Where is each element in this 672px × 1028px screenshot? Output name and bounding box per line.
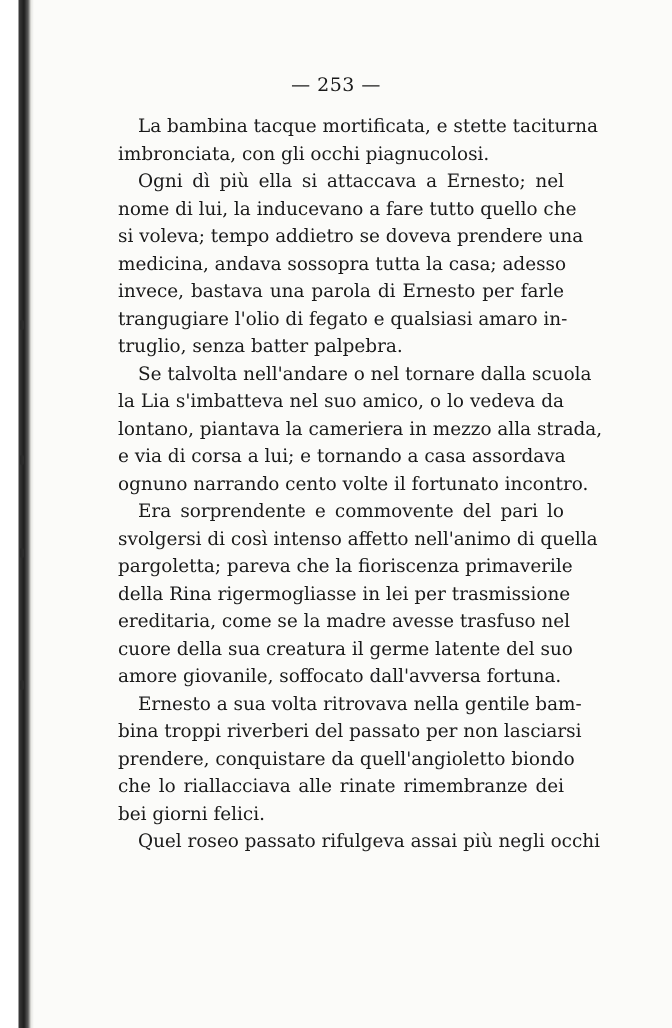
text-line: cuore della sua creatura il germe latente del suo	[118, 638, 573, 660]
text-line: bei giorni felici.	[118, 803, 265, 825]
text-line: ognuno narrando cento volte il fortunato incontro.	[118, 473, 589, 495]
text-line: Quel roseo passato rifulgeva assai più negli occhi	[138, 831, 600, 852]
binding-mark	[20, 320, 24, 330]
text-line: e via di corsa a lui; e tornando a casa assordava	[118, 446, 566, 467]
text-line: prendere, conquistare da quell'angioletto biondo	[118, 748, 575, 770]
text-line: Ogni dì più ella si attaccava a Ernesto; nel	[138, 171, 564, 192]
text-line: si voleva; tempo addietro se doveva prendere una	[118, 226, 584, 247]
text-line: della Rina rigermogliasse in lei per trasmissione	[118, 583, 571, 605]
text-line: la Lia s'imbatteva nel suo amico, o lo vedeva da	[118, 391, 564, 412]
text-line: che lo riallacciava alle rinate rimembranze dei	[118, 776, 564, 797]
text-line: bina troppi riverberi del passato per non lasciarsi	[118, 721, 582, 742]
binding-mark	[20, 680, 24, 690]
book-binding-edge	[0, 0, 34, 1028]
text-line: La bambina tacque mortificata, e stette taciturna	[138, 116, 598, 137]
text-line: invece, bastava una parola di Ernesto per farle	[118, 281, 564, 302]
page-number: — 253 —	[291, 74, 381, 96]
text-line: amore giovanile, soffocato dall'avversa fortuna.	[118, 666, 562, 687]
text-line: medicina, andava sossopra tutta la casa; adesso	[118, 253, 567, 275]
binding-mark	[20, 548, 24, 558]
text-line: truglio, senza batter palpebra.	[118, 336, 403, 357]
text-line: ereditaria, come se la madre avesse trasfuso nel	[118, 611, 571, 632]
text-line: svolgersi di così intenso affetto nell'animo di quella	[118, 528, 598, 550]
text-line: Se talvolta nell'andare o nel tornare dalla scuola	[138, 363, 592, 385]
text-line: imbronciata, con gli occhi piagnucolosi.	[118, 143, 490, 165]
body-text	[118, 113, 603, 856]
text-line: trangugiare l'olio di fegato e qualsiasi amaro in-	[118, 308, 568, 330]
text-line: Era sorprendente e commovente del pari lo	[138, 501, 564, 522]
text-line: pargoletta; pareva che la fioriscenza primaverile	[118, 556, 573, 577]
text-line: Ernesto a sua volta ritrovava nella gentile bam-	[138, 693, 582, 715]
binding-mark	[20, 455, 24, 465]
text-line: nome di lui, la inducevano a fare tutto quello che	[118, 198, 577, 220]
text-line: lontano, piantava la cameriera in mezzo alla strada,	[118, 418, 603, 440]
